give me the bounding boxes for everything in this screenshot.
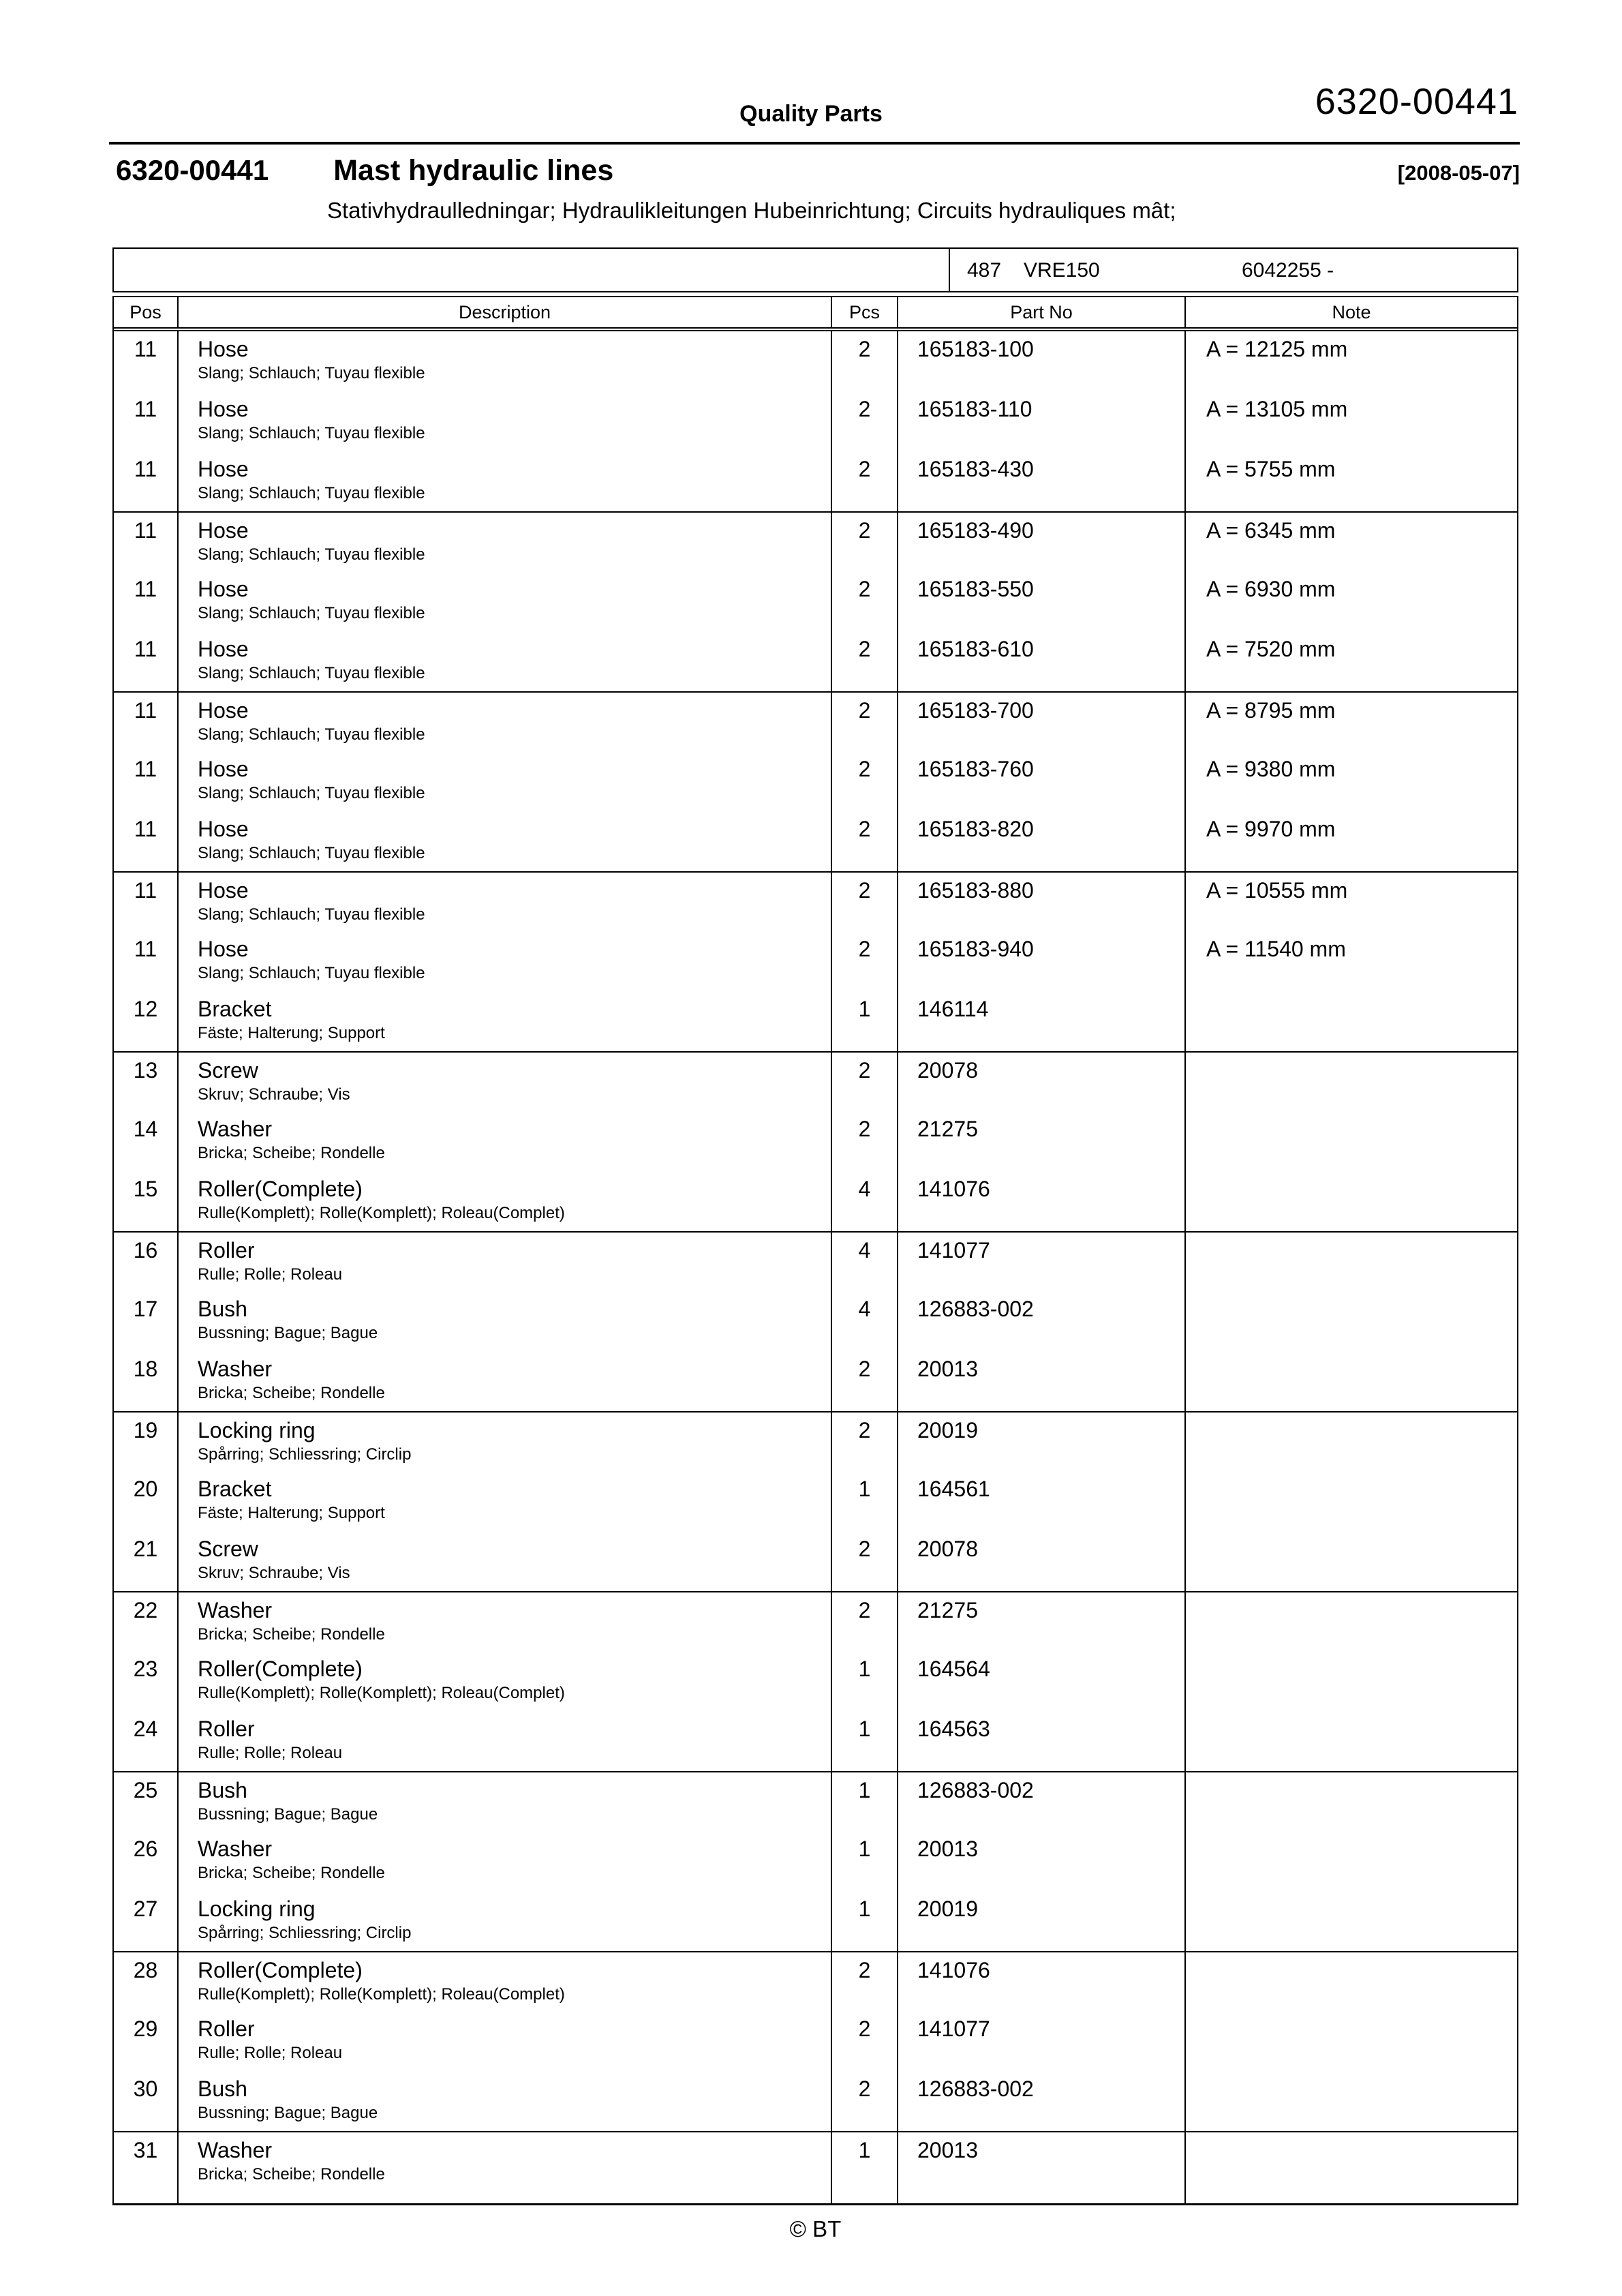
part-name: Locking ring xyxy=(198,1897,316,1921)
partno-cell: 20013 xyxy=(898,2132,1186,2191)
part-name: Hose xyxy=(198,637,249,661)
pcs-cell: 1 xyxy=(832,2132,898,2191)
partno-cell: 141077 xyxy=(898,1233,1186,1291)
note-cell xyxy=(1186,1111,1517,1171)
table-row xyxy=(114,2131,1517,2191)
part-name-translations: Slang; Schlauch; Tuyau flexible xyxy=(198,783,425,802)
pcs-cell: 2 xyxy=(832,751,898,811)
partno-cell: 165183-700 xyxy=(898,693,1186,751)
part-name-translations: Fäste; Halterung; Support xyxy=(198,1023,385,1042)
pos-cell: 22 xyxy=(114,1592,179,1651)
description-cell xyxy=(179,571,832,631)
part-name: Screw xyxy=(198,1537,258,1561)
description-cell xyxy=(179,1891,832,1951)
description-cell xyxy=(179,1233,832,1291)
note-cell xyxy=(1186,1952,1517,2011)
part-name-translations: Skruv; Schraube; Vis xyxy=(198,1085,350,1104)
description-cell xyxy=(179,1351,832,1411)
note-cell xyxy=(1186,991,1517,1051)
partno-cell: 141077 xyxy=(898,2011,1186,2071)
pos-cell: 24 xyxy=(114,1711,179,1771)
partno-cell: 165183-760 xyxy=(898,751,1186,811)
pos-cell: 11 xyxy=(114,751,179,811)
part-name: Roller(Complete) xyxy=(198,1657,363,1681)
parts-table xyxy=(112,247,1518,2242)
table-row xyxy=(114,1891,1517,1951)
description-cell xyxy=(179,513,832,571)
note-cell xyxy=(1186,1233,1517,1291)
partno-cell: 165183-880 xyxy=(898,873,1186,931)
description-cell xyxy=(179,1772,832,1831)
column-header-partno: Part No xyxy=(898,297,1186,327)
description-cell xyxy=(179,1952,832,2011)
partno-cell: 164564 xyxy=(898,1651,1186,1711)
table-row xyxy=(114,931,1517,991)
part-name-translations: Rulle(Komplett); Rolle(Komplett); Roleau(Complet) xyxy=(198,1683,565,1702)
table-row xyxy=(114,871,1517,931)
table-row xyxy=(114,1231,1517,1291)
meta-model: VRE150 xyxy=(1024,259,1100,282)
part-name-translations: Bussning; Bague; Bague xyxy=(198,2103,378,2122)
part-name: Screw xyxy=(198,1058,258,1083)
description-cell xyxy=(179,811,832,871)
pos-cell: 11 xyxy=(114,391,179,451)
partno-cell: 165183-110 xyxy=(898,391,1186,451)
pos-cell: 12 xyxy=(114,991,179,1051)
pos-cell: 27 xyxy=(114,1891,179,1951)
description-cell xyxy=(179,2071,832,2131)
partno-cell: 20078 xyxy=(898,1531,1186,1591)
note-cell xyxy=(1186,2132,1517,2191)
table-row xyxy=(114,1471,1517,1531)
note-cell xyxy=(1186,1831,1517,1891)
description-cell xyxy=(179,2132,832,2191)
note-cell xyxy=(1186,1351,1517,1411)
description-cell xyxy=(179,1111,832,1171)
part-name-translations: Bussning; Bague; Bague xyxy=(198,1804,378,1824)
description-cell xyxy=(179,991,832,1051)
pcs-cell: 2 xyxy=(832,631,898,691)
description-cell xyxy=(179,1053,832,1111)
partno-cell: 126883-002 xyxy=(898,1772,1186,1831)
partno-cell: 126883-002 xyxy=(898,1291,1186,1351)
pcs-cell: 1 xyxy=(832,1471,898,1531)
table-row xyxy=(114,511,1517,571)
partno-cell: 146114 xyxy=(898,991,1186,1051)
footer-copyright: © BT xyxy=(789,2216,842,2241)
pos-cell: 11 xyxy=(114,571,179,631)
parts-grid xyxy=(112,296,1518,2205)
description-cell xyxy=(179,2011,832,2071)
part-name: Roller(Complete) xyxy=(198,1177,363,1201)
part-name-translations: Slang; Schlauch; Tuyau flexible xyxy=(198,843,425,862)
note-cell xyxy=(1186,1291,1517,1351)
pos-cell: 16 xyxy=(114,1233,179,1291)
partno-cell: 126883-002 xyxy=(898,2071,1186,2131)
part-name-translations: Slang; Schlauch; Tuyau flexible xyxy=(198,483,425,502)
pcs-cell: 2 xyxy=(832,1952,898,2011)
partno-cell: 20019 xyxy=(898,1413,1186,1471)
pcs-cell: 2 xyxy=(832,1053,898,1111)
part-name: Roller(Complete) xyxy=(198,1958,363,1982)
part-name-translations: Rulle; Rolle; Roleau xyxy=(198,1743,343,1762)
description-cell xyxy=(179,451,832,511)
table-row xyxy=(114,1051,1517,1111)
note-cell xyxy=(1186,1651,1517,1711)
pos-cell: 20 xyxy=(114,1471,179,1531)
note-cell: A = 6345 mm xyxy=(1206,518,1336,543)
part-name-translations: Slang; Schlauch; Tuyau flexible xyxy=(198,545,425,564)
pcs-cell: 1 xyxy=(832,1711,898,1771)
table-row xyxy=(114,331,1517,391)
note-cell xyxy=(1186,1891,1517,1951)
description-cell xyxy=(179,1531,832,1591)
pos-cell: 11 xyxy=(114,693,179,751)
table-row xyxy=(114,451,1517,511)
column-header-pos: Pos xyxy=(114,297,179,327)
pos-cell: 11 xyxy=(114,931,179,991)
part-name-translations: Bricka; Scheibe; Rondelle xyxy=(198,2164,385,2184)
part-name: Bracket xyxy=(198,997,272,1021)
part-name-translations: Slang; Schlauch; Tuyau flexible xyxy=(198,725,425,744)
pcs-cell: 4 xyxy=(832,1233,898,1291)
table-row xyxy=(114,1171,1517,1231)
partno-cell: 20019 xyxy=(898,1891,1186,1951)
note-cell xyxy=(1186,1171,1517,1231)
partno-cell: 165183-430 xyxy=(898,451,1186,511)
parts-table-body xyxy=(114,331,1517,2191)
pos-cell: 23 xyxy=(114,1651,179,1711)
page-title: Mast hydraulic lines xyxy=(333,154,614,187)
table-row xyxy=(114,691,1517,751)
table-meta-row xyxy=(112,247,1518,292)
header-rule xyxy=(109,142,1520,145)
part-name-translations: Spårring; Schliessring; Circlip xyxy=(198,1923,412,1942)
column-header-pcs: Pcs xyxy=(832,297,898,327)
pcs-cell: 2 xyxy=(832,1413,898,1471)
part-name: Hose xyxy=(198,577,249,601)
pcs-cell: 1 xyxy=(832,1651,898,1711)
part-name-translations: Bricka; Scheibe; Rondelle xyxy=(198,1383,385,1402)
part-name: Hose xyxy=(198,337,249,361)
partno-cell: 20013 xyxy=(898,1351,1186,1411)
part-name-translations: Bricka; Scheibe; Rondelle xyxy=(198,1625,385,1644)
pos-cell: 17 xyxy=(114,1291,179,1351)
part-name: Washer xyxy=(198,1837,273,1861)
note-cell: A = 8795 mm xyxy=(1206,698,1336,723)
brand-header: Quality Parts xyxy=(739,101,883,127)
doc-number: 6320-00441 xyxy=(116,154,269,186)
pcs-cell: 2 xyxy=(832,811,898,871)
description-cell xyxy=(179,331,832,391)
description-cell xyxy=(179,1291,832,1351)
partno-cell: 164561 xyxy=(898,1471,1186,1531)
note-cell xyxy=(1186,1413,1517,1471)
part-name: Bush xyxy=(198,2076,247,2101)
pos-cell: 11 xyxy=(114,451,179,511)
meta-serial: 6042255 - xyxy=(1242,259,1334,282)
table-row xyxy=(114,631,1517,691)
title-block xyxy=(116,154,1520,187)
pcs-cell: 2 xyxy=(832,2071,898,2131)
note-cell xyxy=(1186,1471,1517,1531)
part-name-translations: Bussning; Bague; Bague xyxy=(198,1323,378,1342)
table-row xyxy=(114,1771,1517,1831)
pos-cell: 29 xyxy=(114,2011,179,2071)
doc-code-header: 6320-00441 xyxy=(1315,81,1518,122)
doc-subtitle: Stativhydraulledningar; Hydraulikleitungen Hubeinrichtung; Circuits hydrauliques mât; xyxy=(327,198,1176,223)
part-name: Washer xyxy=(198,2138,273,2162)
part-name-translations: Spårring; Schliessring; Circlip xyxy=(198,1445,412,1464)
pcs-cell: 4 xyxy=(832,1171,898,1231)
description-cell xyxy=(179,1592,832,1651)
partno-cell: 141076 xyxy=(898,1952,1186,2011)
pos-cell: 11 xyxy=(114,811,179,871)
table-row xyxy=(114,1351,1517,1411)
part-name-translations: Rulle; Rolle; Roleau xyxy=(198,2043,343,2062)
pcs-cell: 2 xyxy=(832,331,898,391)
pcs-cell: 2 xyxy=(832,1351,898,1411)
pcs-cell: 2 xyxy=(832,2011,898,2071)
part-name-translations: Bricka; Scheibe; Rondelle xyxy=(198,1143,385,1162)
pcs-cell: 2 xyxy=(832,1531,898,1591)
partno-cell: 165183-550 xyxy=(898,571,1186,631)
table-row xyxy=(114,1711,1517,1771)
pos-cell: 14 xyxy=(114,1111,179,1171)
note-cell: A = 13105 mm xyxy=(1206,397,1348,421)
partno-cell: 165183-940 xyxy=(898,931,1186,991)
partno-cell: 141076 xyxy=(898,1171,1186,1231)
note-cell: A = 9970 mm xyxy=(1206,817,1336,841)
table-row xyxy=(114,1831,1517,1891)
pcs-cell: 1 xyxy=(832,1772,898,1831)
part-name: Hose xyxy=(198,878,249,903)
description-cell xyxy=(179,1471,832,1531)
pos-cell: 30 xyxy=(114,2071,179,2131)
part-name: Washer xyxy=(198,1117,273,1141)
note-cell xyxy=(1186,2011,1517,2071)
note-cell: A = 12125 mm xyxy=(1206,337,1348,361)
meta-code: 487 xyxy=(967,259,1002,282)
meta-divider xyxy=(949,249,950,291)
partno-cell: 21275 xyxy=(898,1111,1186,1171)
pos-cell: 19 xyxy=(114,1413,179,1471)
table-row xyxy=(114,1531,1517,1591)
part-name: Hose xyxy=(198,937,249,961)
pos-cell: 28 xyxy=(114,1952,179,2011)
part-name: Bush xyxy=(198,1297,247,1321)
pcs-cell: 2 xyxy=(832,693,898,751)
part-name-translations: Slang; Schlauch; Tuyau flexible xyxy=(198,663,425,682)
column-header-note: Note xyxy=(1332,301,1371,322)
pcs-cell: 1 xyxy=(832,1831,898,1891)
description-cell xyxy=(179,631,832,691)
part-name: Roller xyxy=(198,1717,255,1741)
part-name-translations: Slang; Schlauch; Tuyau flexible xyxy=(198,423,425,442)
part-name: Washer xyxy=(198,1357,273,1381)
pcs-cell: 2 xyxy=(832,1111,898,1171)
part-name: Roller xyxy=(198,1238,255,1263)
note-cell: A = 9380 mm xyxy=(1206,757,1336,781)
table-row xyxy=(114,1591,1517,1651)
part-name: Bracket xyxy=(198,1477,272,1501)
part-name: Hose xyxy=(198,817,249,841)
table-row xyxy=(114,2011,1517,2071)
pos-cell: 21 xyxy=(114,1531,179,1591)
pos-cell: 26 xyxy=(114,1831,179,1891)
description-cell xyxy=(179,1831,832,1891)
part-name: Hose xyxy=(198,397,249,421)
part-name: Hose xyxy=(198,518,249,543)
note-cell xyxy=(1186,1592,1517,1651)
table-row xyxy=(114,1111,1517,1171)
pcs-cell: 1 xyxy=(832,1891,898,1951)
pcs-cell: 2 xyxy=(832,391,898,451)
note-cell xyxy=(1186,1531,1517,1591)
table-row xyxy=(114,751,1517,811)
pos-cell: 15 xyxy=(114,1171,179,1231)
part-name-translations: Skruv; Schraube; Vis xyxy=(198,1563,350,1582)
description-cell xyxy=(179,1413,832,1471)
description-cell xyxy=(179,1651,832,1711)
part-name: Roller xyxy=(198,2016,255,2041)
description-cell xyxy=(179,391,832,451)
note-cell xyxy=(1186,1711,1517,1771)
part-name: Hose xyxy=(198,698,249,723)
part-name-translations: Rulle; Rolle; Roleau xyxy=(198,1265,343,1284)
note-cell: A = 5755 mm xyxy=(1206,457,1336,481)
partno-cell: 165183-610 xyxy=(898,631,1186,691)
description-cell xyxy=(179,751,832,811)
part-name-translations: Bricka; Scheibe; Rondelle xyxy=(198,1863,385,1882)
pos-cell: 31 xyxy=(114,2132,179,2191)
note-cell xyxy=(1186,2071,1517,2131)
pos-cell: 13 xyxy=(114,1053,179,1111)
table-row xyxy=(114,2071,1517,2131)
table-row xyxy=(114,1951,1517,2011)
description-cell xyxy=(179,931,832,991)
description-cell xyxy=(179,1171,832,1231)
table-spacer-row xyxy=(114,2191,1517,2203)
table-row xyxy=(114,1651,1517,1711)
pcs-cell: 2 xyxy=(832,931,898,991)
pcs-cell: 4 xyxy=(832,1291,898,1351)
part-name-translations: Rulle(Komplett); Rolle(Komplett); Roleau(Complet) xyxy=(198,1984,565,2004)
table-row xyxy=(114,1411,1517,1471)
note-cell: A = 7520 mm xyxy=(1206,637,1336,661)
pcs-cell: 2 xyxy=(832,571,898,631)
description-cell xyxy=(179,693,832,751)
pcs-cell: 2 xyxy=(832,451,898,511)
note-cell: A = 11540 mm xyxy=(1206,937,1346,961)
part-name: Washer xyxy=(198,1598,273,1622)
description-cell xyxy=(179,873,832,931)
part-name-translations: Slang; Schlauch; Tuyau flexible xyxy=(198,363,425,382)
pcs-cell: 2 xyxy=(832,1592,898,1651)
table-row xyxy=(114,391,1517,451)
part-name: Bush xyxy=(198,1778,247,1802)
partno-cell: 164563 xyxy=(898,1711,1186,1771)
pos-cell: 11 xyxy=(114,873,179,931)
partno-cell: 21275 xyxy=(898,1592,1186,1651)
partno-cell: 165183-820 xyxy=(898,811,1186,871)
pos-cell: 11 xyxy=(114,331,179,391)
partno-cell: 20013 xyxy=(898,1831,1186,1891)
pcs-cell: 2 xyxy=(832,513,898,571)
note-cell: A = 6930 mm xyxy=(1206,577,1336,601)
pcs-cell: 2 xyxy=(832,873,898,931)
part-name-translations: Slang; Schlauch; Tuyau flexible xyxy=(198,603,425,622)
part-name-translations: Slang; Schlauch; Tuyau flexible xyxy=(198,963,425,982)
note-cell: A = 10555 mm xyxy=(1206,878,1348,903)
column-header-description: Description xyxy=(179,297,832,327)
table-row xyxy=(114,571,1517,631)
part-name: Hose xyxy=(198,757,249,781)
column-header-row xyxy=(114,297,1517,331)
table-row xyxy=(114,991,1517,1051)
note-cell xyxy=(1186,1772,1517,1831)
note-cell xyxy=(1186,1053,1517,1111)
pcs-cell: 1 xyxy=(832,991,898,1051)
pos-cell: 11 xyxy=(114,513,179,571)
table-row xyxy=(114,811,1517,871)
description-cell xyxy=(179,1711,832,1771)
part-name: Hose xyxy=(198,457,249,481)
partno-cell: 20078 xyxy=(898,1053,1186,1111)
part-name-translations: Fäste; Halterung; Support xyxy=(198,1503,385,1522)
doc-date: [2008-05-07] xyxy=(1397,161,1520,185)
pos-cell: 18 xyxy=(114,1351,179,1411)
part-name: Locking ring xyxy=(198,1418,316,1442)
part-name-translations: Rulle(Komplett); Rolle(Komplett); Roleau(Complet) xyxy=(198,1203,565,1222)
pos-cell: 25 xyxy=(114,1772,179,1831)
part-name-translations: Slang; Schlauch; Tuyau flexible xyxy=(198,905,425,924)
table-row xyxy=(114,1291,1517,1351)
partno-cell: 165183-490 xyxy=(898,513,1186,571)
pos-cell: 11 xyxy=(114,631,179,691)
partno-cell: 165183-100 xyxy=(898,331,1186,391)
